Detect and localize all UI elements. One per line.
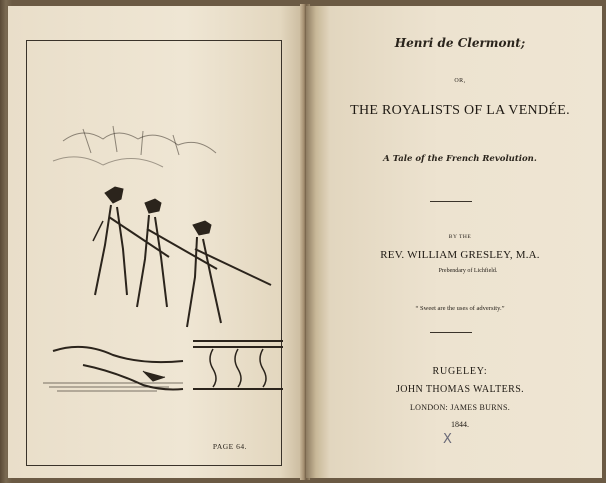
book-subtitle: THE ROYALISTS OF LA VENDÉE.	[350, 103, 570, 118]
title-block	[306, 6, 602, 478]
author-name: REV. WILLIAM GRESLEY, M.A.	[380, 249, 540, 261]
divider-rule	[430, 201, 472, 202]
imprint-publisher: JOHN THOMAS WALTERS.	[395, 384, 525, 395]
frontispiece-engraving	[43, 121, 283, 393]
book-title: Henri de Clermont;	[394, 36, 526, 50]
pencil-x-mark: X	[443, 432, 452, 447]
by-line: BY THE	[448, 234, 472, 240]
title-or: OR,	[454, 78, 466, 84]
author-role: Prebendary of Lichfield.	[438, 268, 498, 274]
plate-caption: PAGE 64.	[212, 442, 247, 451]
imprint-place: RUGELEY:	[432, 366, 488, 377]
imprint-london: LONDON: JAMES BURNS.	[409, 403, 510, 412]
frontispiece-frame	[26, 40, 282, 466]
epigraph: “ Sweet are the uses of adversity.”	[415, 305, 505, 312]
frontispiece-page	[8, 6, 304, 478]
imprint-year: 1844.	[451, 420, 469, 429]
title-page	[306, 6, 602, 478]
book-tagline: A Tale of the French Revolution.	[383, 154, 537, 164]
divider-rule-2	[430, 332, 472, 333]
